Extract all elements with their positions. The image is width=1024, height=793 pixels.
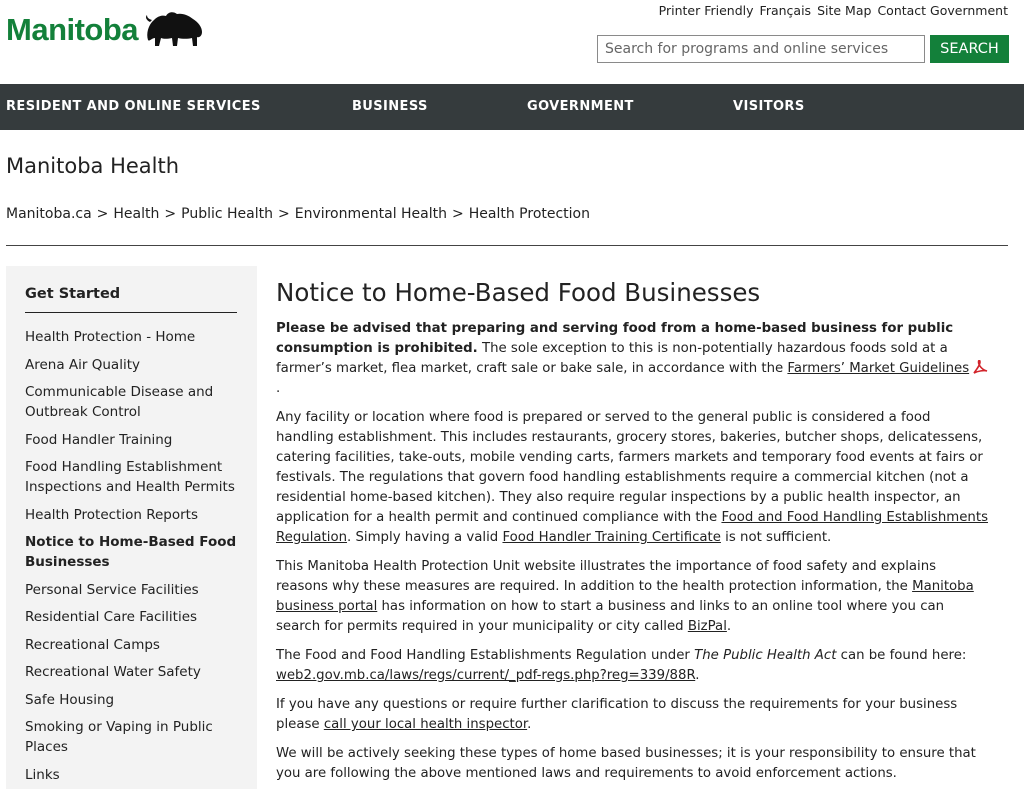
site-map-link[interactable]: Site Map [817,3,872,18]
breadcrumb-health[interactable]: Health [113,206,160,222]
breadcrumb-environmental-health[interactable]: Environmental Health [294,206,448,222]
main-content [276,278,992,793]
site-header [0,0,1024,84]
regulation-url-link[interactable]: web2.gov.mb.ca/laws/regs/current/_pdf-regs.php?reg=339/88R [276,668,696,683]
department-title: Manitoba Health [6,154,180,178]
paragraph-end: . [527,717,532,732]
breadcrumb-separator: > [452,206,464,222]
food-handler-certificate-link[interactable]: Food Handler Training Certificate [502,530,721,545]
sidebar-item-safe-housing[interactable]: Safe Housing [25,691,115,708]
paragraph-enforcement: We will be actively seeking these types of home based businesses; it is your responsibility to ensure that you are following the above mentioned laws and requirements to avoid enforcement actions. [276,746,976,781]
utility-links [659,3,1008,18]
contact-government-link[interactable]: Contact Government [877,3,1008,18]
breadcrumb-manitoba[interactable]: Manitoba.ca [6,206,92,222]
nav-government[interactable]: GOVERNMENT [527,99,634,114]
farmers-market-guidelines-link[interactable]: Farmers’ Market Guidelines [787,361,970,376]
sidebar-item-personal-service-facilities[interactable]: Personal Service Facilities [25,581,199,598]
search-button[interactable]: SEARCH [930,35,1009,63]
sidebar-item-food-establishment-inspections[interactable]: Food Handling Establishment Inspections and Health Permits [25,459,235,495]
paragraph-questions [276,695,992,735]
breadcrumb-public-health[interactable]: Public Health [181,206,273,222]
manitoba-logo[interactable] [6,10,206,50]
printer-friendly-link[interactable]: Printer Friendly [658,3,754,18]
sidebar-item-food-handler-training[interactable]: Food Handler Training [25,431,173,448]
paragraph-establishments [276,408,992,548]
bizpal-link[interactable]: BizPal [687,619,727,634]
paragraph-end: . [276,381,281,396]
paragraph-text: . Simply having a valid [347,530,503,545]
paragraph-regulation-location [276,646,992,686]
breadcrumb-separator: > [96,206,109,222]
breadcrumb [6,206,590,222]
nav-visitors[interactable]: VISITORS [733,99,805,114]
nav-business[interactable]: BUSINESS [352,99,428,114]
prohibition-notice: Please be advised that preparing and serving food from a home-based business for public consumption is prohibited. [276,321,954,356]
breadcrumb-health-protection[interactable]: Health Protection [468,206,590,222]
sidebar-item-recreational-water-safety[interactable]: Recreational Water Safety [25,664,201,680]
paragraph-end: . [695,668,700,683]
sidebar-nav [6,266,257,789]
search-input[interactable] [597,35,925,63]
main-nav [0,84,1024,130]
sidebar-item-recreational-camps[interactable]: Recreational Camps [25,636,160,653]
page-title: Notice to Home-Based Food Businesses [276,278,761,307]
business-portal-link[interactable]: Manitoba business portal [276,579,974,614]
sidebar-item-smoking-vaping[interactable]: Smoking or Vaping in Public Places [25,719,213,755]
food-handling-regulation-link[interactable]: Food and Food Handling Establishments Regulation [276,510,988,545]
breadcrumb-separator: > [164,206,177,222]
bison-icon [142,10,206,50]
nav-resident-services[interactable]: RESIDENT AND ONLINE SERVICES [6,99,261,114]
paragraph-end: is not sufficient. [720,530,832,545]
paragraph-text: If you have any questions or require further clarification to discuss the requirements for your business please [276,697,958,732]
divider [6,245,1008,246]
sidebar-item-links[interactable]: Links [25,766,60,783]
sidebar-item-residential-care-facilities[interactable]: Residential Care Facilities [25,609,198,625]
act-name: The Public Health Act [694,648,837,663]
paragraph-text: This Manitoba Health Protection Unit website illustrates the importance of food safety and explains reasons why these measures are required. In addition to the health protection information, the [276,559,937,594]
sidebar-item-arena-air-quality[interactable]: Arena Air Quality [25,356,140,373]
logo-wordmark: Manitoba [6,12,139,47]
paragraph-end: . [726,619,732,634]
site-search [597,35,1009,63]
paragraph-prohibition [276,319,992,399]
sidebar-item-notice-home-based-food[interactable]: Notice to Home-Based Food Businesses [25,534,237,570]
call-health-inspector-link[interactable]: call your local health inspector [323,717,528,732]
sidebar-item-health-protection-reports[interactable]: Health Protection Reports [25,506,198,523]
paragraph-text: can be found here: [836,648,967,663]
paragraph-text: The Food and Food Handling Establishments Regulation under [276,648,695,663]
paragraph-text: The sole exception to this is non-potentially hazardous foods sold at a farmer’s market, flea market, craft sale or bake sale, in accordance with the [276,341,948,376]
sidebar-item-health-protection-home[interactable]: Health Protection - Home [25,329,196,345]
francais-link[interactable]: Français [759,3,812,18]
paragraph-website-info [276,557,992,637]
pdf-icon [972,360,988,374]
paragraph-text: Any facility or location where food is prepared or served to the general public is considered a food handling establishment. This includes restaurants, grocery stores, bakeries, butcher shops, delicatessens, catering facilities, take-outs, mobile vending carts, farmers markets and temporary food events at fairs or festivals. The regulations that govern food handling establishments require a commercial kitchen (not a residential home-based kitchen). They also require regular inspections by a public health inspector, an application for a health permit and continued compliance with the [276,410,983,525]
sidebar-title: Get Started [25,286,237,313]
paragraph-text: has information on how to start a business and links to an online tool where you can search for permits required in your municipality or city called [276,599,945,634]
breadcrumb-separator: > [277,206,290,222]
sidebar-item-communicable-disease[interactable]: Communicable Disease and Outbreak Control [25,384,214,420]
